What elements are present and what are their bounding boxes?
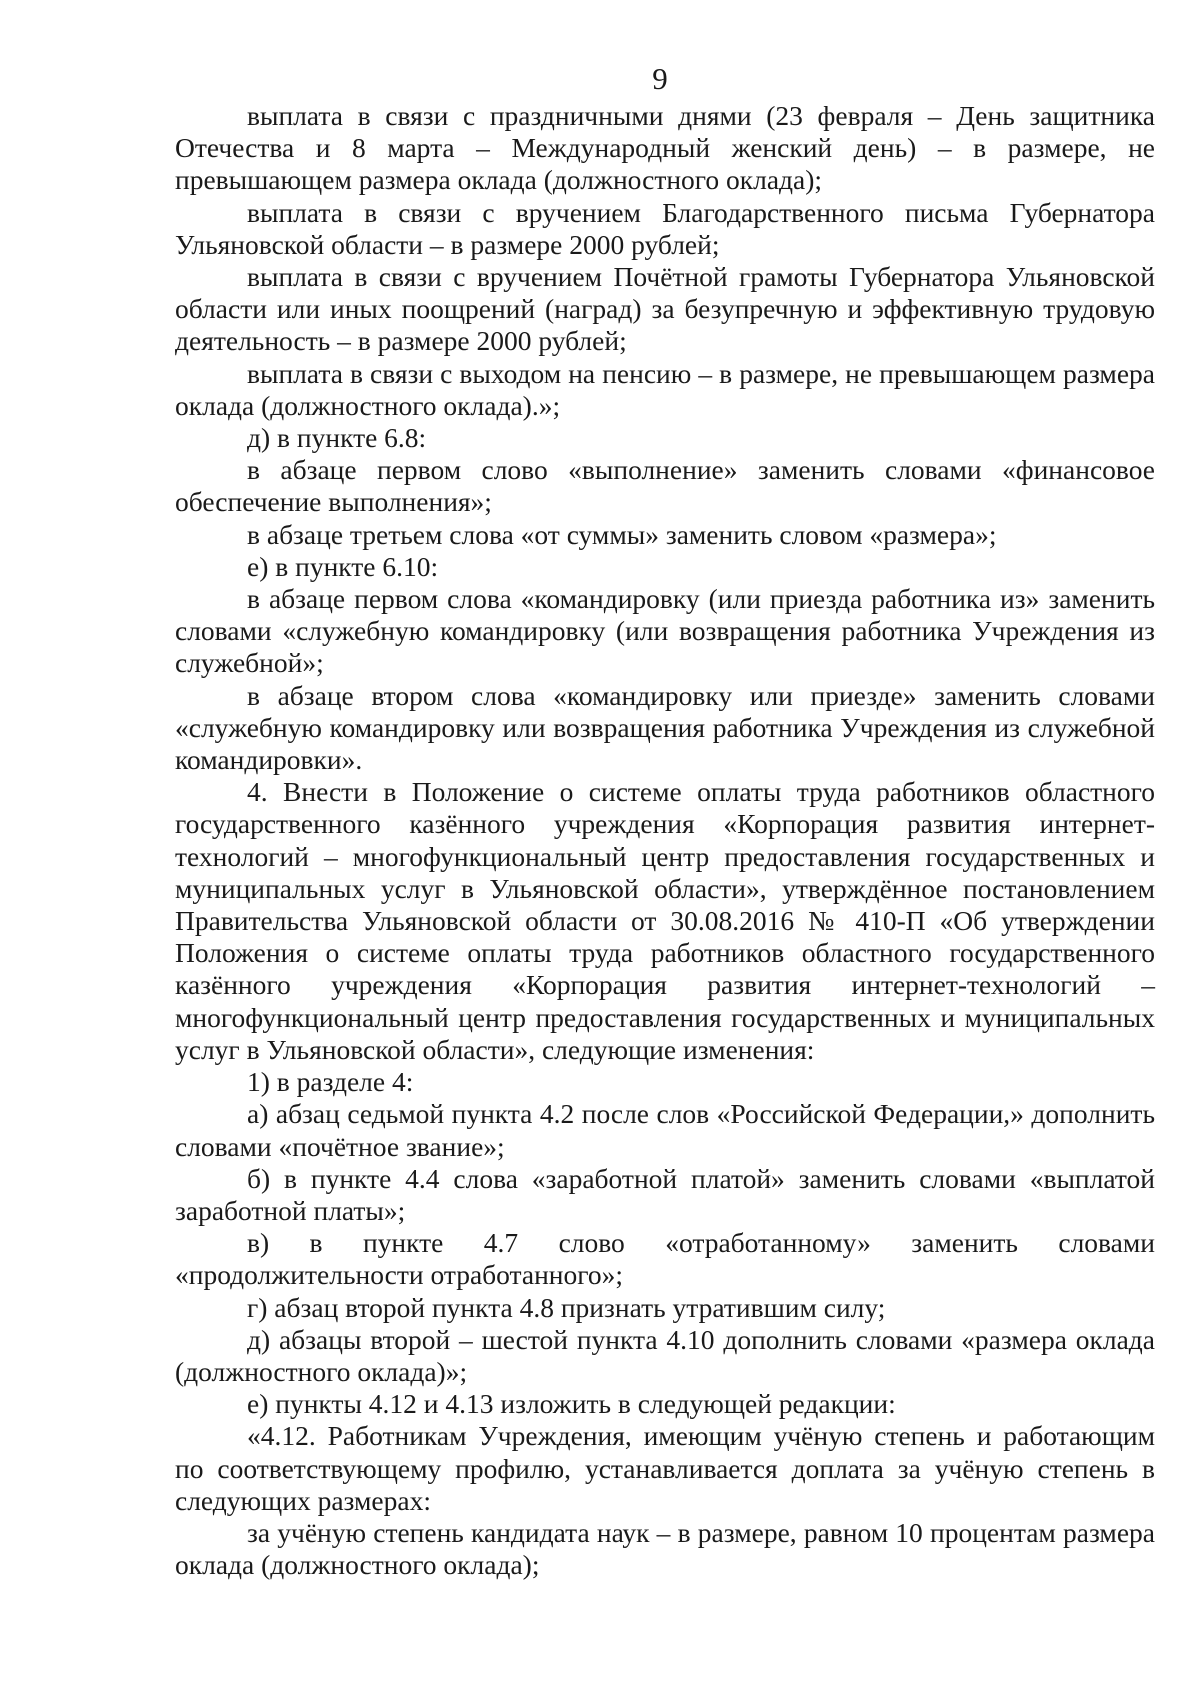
paragraph: в) в пункте 4.7 слово «отработанному» заменить словами «продолжительности отработанного»;	[175, 1227, 1155, 1291]
paragraph: е) пункты 4.12 и 4.13 изложить в следующей редакции:	[247, 1388, 896, 1420]
paragraph: за учёную степень кандидата наук – в размере, равном 10 процентам размера оклада (должностного оклада);	[175, 1516, 1155, 1581]
paragraph: в абзаце втором слова «командировку или приезде» заменить словами «служебную командировку или возвращения работника Учреждения из служебной командировки».	[175, 679, 1155, 776]
paragraph: выплата в связи с вручением Почётной грамоты Губернатора Ульяновской области или иных поощрений (наград) за безупречную и эффективную трудовую деятельность – в размере 2000 рублей;	[175, 261, 1155, 357]
paragraph: «4.12. Работникам Учреждения, имеющим учёную степень и работающим по соответствующему профилю, устанавливается доплата за учёную степень в следующих размерах:	[175, 1420, 1155, 1516]
paragraph: д) в пункте 6.8:	[247, 422, 427, 454]
paragraph: выплата в связи с вручением Благодарственного письма Губернатора Ульяновской области – в размере 2000 рублей;	[175, 196, 1155, 260]
paragraph: б) в пункте 4.4 слова «заработной платой» заменить словами «выплатой заработной платы»;	[175, 1162, 1155, 1226]
paragraph: 4. Внести в Положение о системе оплаты труда работников областного государственного казённого учреждения «Корпорация развития интернет-технологий – многофункциональный центр предоставления государственных и муниципальных услуг в Ульяновской области», утверждённое постановлением Правительства Ульяновской области от 30.08.2016 № 410-П «Об утверждении Положения о системе оплаты труда работников областного государственного казённого учреждения «Корпорация развития интернет-технологий – многофункциональный центр предоставления государственных и муниципальных услуг в Ульяновской области», следующие изменения:	[175, 776, 1155, 1065]
paragraph: выплата в связи с праздничными днями (23 февраля – День защитника Отечества и 8 марта – Международный женский день) – в размере, не превышающем размера оклада (должностного оклада);	[175, 100, 1155, 196]
paragraph: в абзаце первом слова «командировку (или приезда работника из» заменить словами «служебную командировку (или возвращения работника Учреждения из служебной»;	[175, 583, 1155, 679]
paragraph: г) абзац второй пункта 4.8 признать утратившим силу;	[247, 1291, 886, 1323]
paragraph: а) абзац седьмой пункта 4.2 после слов «Российской Федерации,» дополнить словами «почётное звание»;	[175, 1098, 1155, 1162]
paragraph: 1) в разделе 4:	[247, 1066, 414, 1098]
paragraph: выплата в связи с выходом на пенсию – в размере, не превышающем размера оклада (должностного оклада).»;	[175, 357, 1155, 421]
document-body	[175, 100, 1155, 1581]
paragraph: в абзаце первом слово «выполнение» заменить словами «финансовое обеспечение выполнения»;	[175, 454, 1155, 518]
paragraph: е) в пункте 6.10:	[247, 550, 439, 582]
paragraph: в абзаце третьем слова «от суммы» заменить словом «размера»;	[247, 518, 997, 550]
page-number: 9	[652, 61, 668, 96]
paragraph: д) абзацы второй – шестой пункта 4.10 дополнить словами «размера оклада (должностного оклада)»;	[175, 1323, 1155, 1387]
